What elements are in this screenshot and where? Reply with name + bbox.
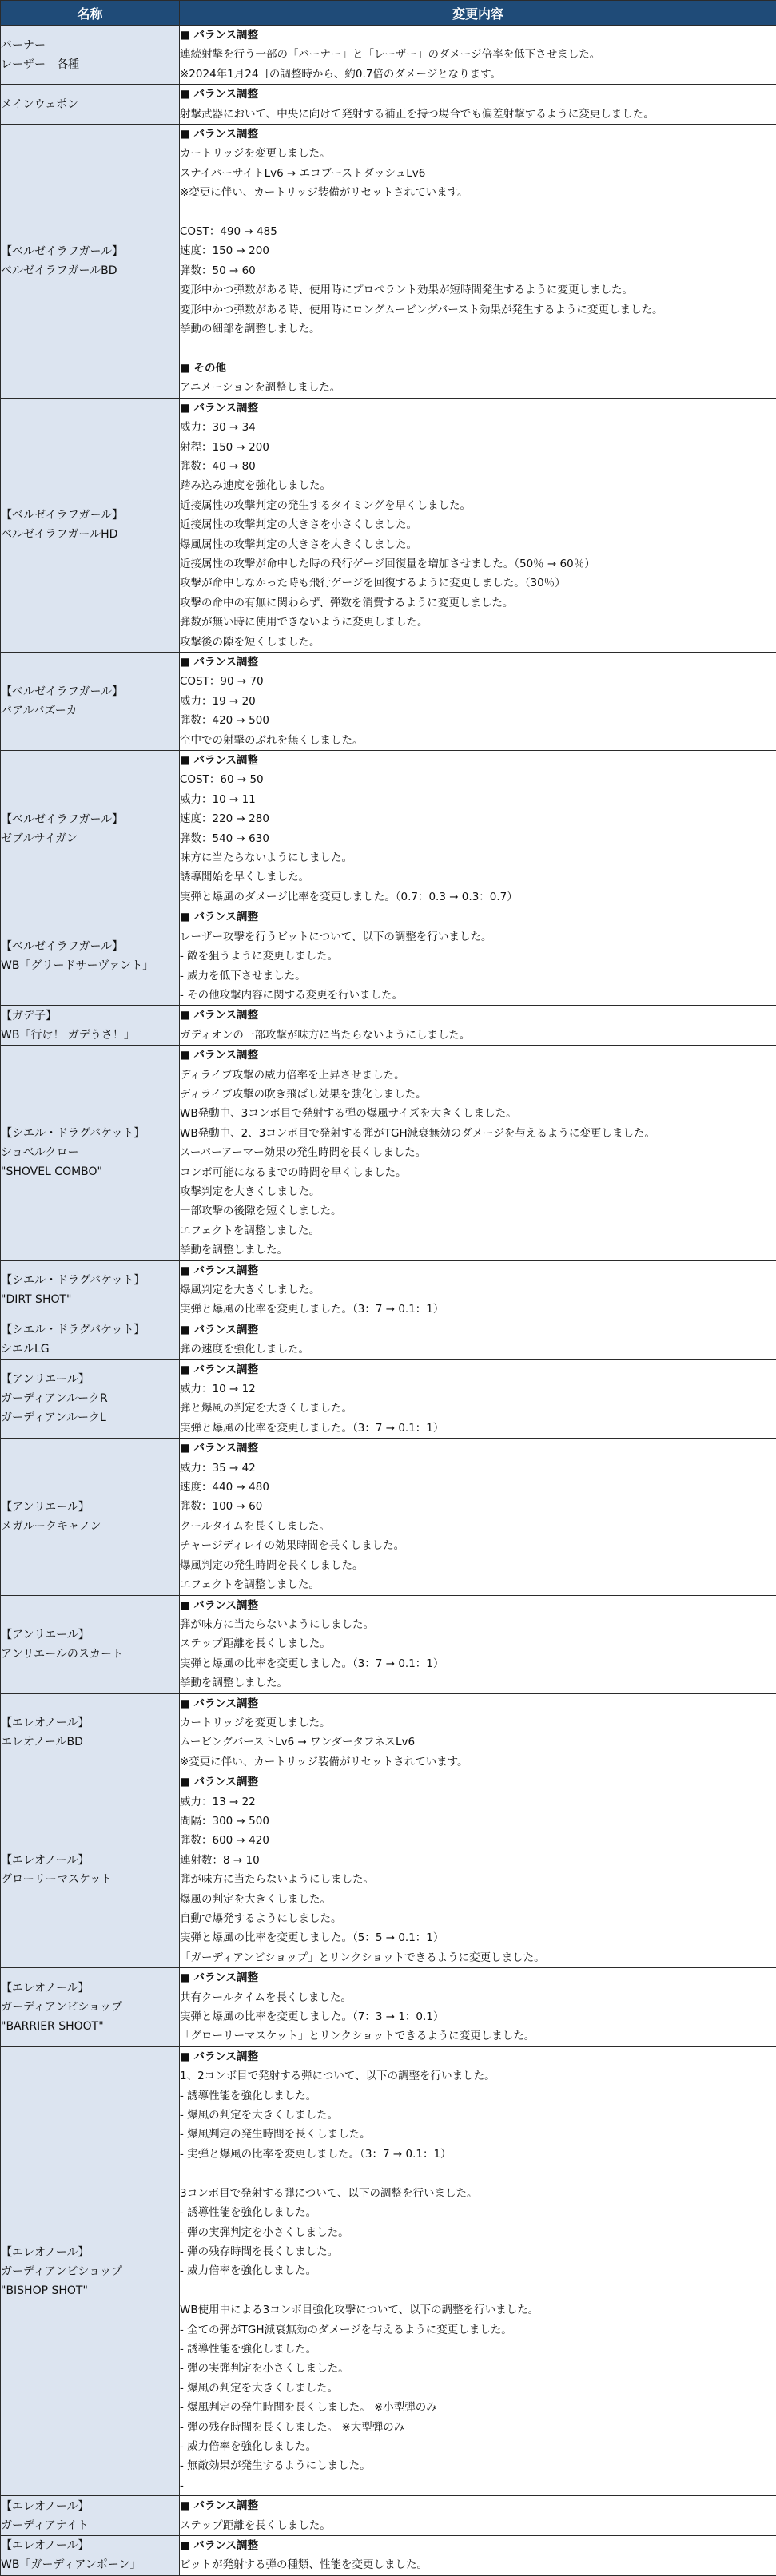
item-name-cell xyxy=(1,398,180,652)
item-name-line: 【ベルゼイラフガール】 xyxy=(1,937,179,956)
section-heading: ■ バランス調整 xyxy=(180,1439,776,1458)
change-line: - 実弾と爆風の比率を変更しました。（3：7 → 0.1：1） xyxy=(180,2145,776,2164)
change-line: COST：60 → 50 xyxy=(180,770,776,789)
item-name-cell xyxy=(1,1595,180,1693)
change-content-cell xyxy=(180,2496,776,2536)
change-content-cell xyxy=(180,907,776,1006)
change-line: - 誘導性能を強化しました。 xyxy=(180,2340,776,2359)
table-row xyxy=(1,2536,776,2576)
change-line: 実弾と爆風の比率を変更しました。（3：7 → 0.1：1） xyxy=(180,1300,776,1319)
change-content-cell xyxy=(180,26,776,85)
change-line: 攻撃判定を大きくしました。 xyxy=(180,1182,776,1201)
table-row xyxy=(1,1772,776,1968)
change-line: 弾が味方に当たらないようにしました。 xyxy=(180,1870,776,1889)
change-line: 挙動を調整しました。 xyxy=(180,1240,776,1260)
change-line xyxy=(180,339,776,359)
change-line: 1、2コンボ目で発射する弾について、以下の調整を行いました。 xyxy=(180,2066,776,2086)
change-line: - 無敵効果が発生するようにしました。 xyxy=(180,2456,776,2475)
change-line: カートリッジを変更しました。 xyxy=(180,144,776,163)
item-name-line: 【ベルゼイラフガール】 xyxy=(1,682,179,701)
change-line: - 弾の残存時間を長くしました。 xyxy=(180,2242,776,2261)
change-content-cell xyxy=(180,1693,776,1772)
section-heading: ■ バランス調整 xyxy=(180,1360,776,1379)
change-line: 実弾と爆風の比率を変更しました。（7：3 → 1：0.1） xyxy=(180,2007,776,2026)
change-line: ステップ距離を長くしました。 xyxy=(180,1634,776,1653)
change-line: 威力：35 → 42 xyxy=(180,1459,776,1478)
change-content-cell xyxy=(180,1359,776,1439)
table-row xyxy=(1,1968,776,2047)
change-content-cell xyxy=(180,1320,776,1359)
change-line: 威力：30 → 34 xyxy=(180,418,776,437)
change-line: 一部攻撃の後隙を短くしました。 xyxy=(180,1201,776,1221)
change-line: 攻撃が命中しなかった時も飛行ゲージを回復するように変更しました。（30％） xyxy=(180,574,776,593)
change-line: 弾数：40 → 80 xyxy=(180,457,776,476)
change-line: 実弾と爆風のダメージ比率を変更しました。（0.7：0.3 → 0.3：0.7） xyxy=(180,887,776,907)
item-name-cell xyxy=(1,26,180,85)
change-line xyxy=(180,2281,776,2300)
item-name-cell xyxy=(1,85,180,125)
change-content-cell xyxy=(180,125,776,399)
change-line: 攻撃の命中の有無に関わらず、弾数を消費するように変更しました。 xyxy=(180,593,776,613)
item-name-line: グローリーマスケット xyxy=(1,1870,179,1889)
change-line: - 爆風判定の発生時間を長くしました。 ※小型弾のみ xyxy=(180,2398,776,2417)
item-name-line: 【ベルゼイラフガール】 xyxy=(1,506,179,525)
change-content-cell xyxy=(180,1772,776,1968)
item-name-line: 【シエル・ドラグバケット】 xyxy=(1,1320,179,1340)
change-line: 近接属性の攻撃判定の大きさを小さくしました。 xyxy=(180,515,776,534)
change-content-cell xyxy=(180,1968,776,2047)
section-heading: ■ バランス調整 xyxy=(180,399,776,418)
change-line: - 弾の実弾判定を小さくしました。 xyxy=(180,2223,776,2242)
table-row xyxy=(1,653,776,751)
item-name-line: ガーディアンルークR xyxy=(1,1389,179,1408)
change-line: ※変更に伴い、カートリッジ装備がリセットされています。 xyxy=(180,183,776,202)
section-heading: ■ バランス調整 xyxy=(180,907,776,927)
table-row xyxy=(1,1046,776,1260)
item-name-line: メガルークキャノン xyxy=(1,1517,179,1536)
change-line: 連続射撃を行う一部の「バーナー」と「レーザー」のダメージ倍率を低下させました。 xyxy=(180,45,776,64)
change-line: 誘導開始を早くしました。 xyxy=(180,867,776,887)
section-heading: ■ バランス調整 xyxy=(180,26,776,45)
change-line: 共有クールタイムを長くしました。 xyxy=(180,1988,776,2007)
change-line: スーパーアーマー効果の発生時間を長くしました。 xyxy=(180,1143,776,1162)
section-heading: ■ バランス調整 xyxy=(180,2496,776,2515)
table-row xyxy=(1,1320,776,1359)
change-line: 威力：10 → 11 xyxy=(180,790,776,809)
change-line: スナイパーサイトLv6 → エコブーストダッシュLv6 xyxy=(180,164,776,183)
section-heading: ■ バランス調整 xyxy=(180,653,776,672)
item-name-cell xyxy=(1,1320,180,1359)
section-heading: ■ バランス調整 xyxy=(180,2047,776,2066)
change-line: ※変更に伴い、カートリッジ装備がリセットされています。 xyxy=(180,1752,776,1772)
section-heading: ■ バランス調整 xyxy=(180,1006,776,1025)
change-line: - 敵を狙うように変更しました。 xyxy=(180,947,776,966)
item-name-line: アンリエールのスカート xyxy=(1,1645,179,1664)
change-line: カートリッジを変更しました。 xyxy=(180,1713,776,1733)
change-content-cell xyxy=(180,85,776,125)
change-content-cell xyxy=(180,1260,776,1320)
item-name-line: 【アンリエール】 xyxy=(1,1370,179,1389)
change-line: 挙動の細部を調整しました。 xyxy=(180,320,776,339)
change-content-cell xyxy=(180,1006,776,1046)
item-name-line: "DIRT SHOT" xyxy=(1,1290,179,1309)
item-name-line: 【シエル・ドラグバケット】 xyxy=(1,1124,179,1143)
item-name-line: 【エレオノール】 xyxy=(1,1979,179,1998)
item-name-cell xyxy=(1,907,180,1006)
table-row xyxy=(1,1439,776,1595)
item-name-cell xyxy=(1,1260,180,1320)
change-line: 弾数：50 → 60 xyxy=(180,261,776,280)
change-line: 「ガーディアンビショップ」とリンクショットできるように変更しました。 xyxy=(180,1948,776,1967)
item-name-line: ガーディアンビショップ xyxy=(1,1998,179,2017)
item-name-line: ベルゼイラフガールHD xyxy=(1,525,179,544)
item-name-line: ガーディアンルークL xyxy=(1,1408,179,1427)
change-line: 近接属性の攻撃判定の発生するタイミングを早くしました。 xyxy=(180,496,776,515)
item-name-line: 【エレオノール】 xyxy=(1,2497,179,2516)
table-row xyxy=(1,125,776,399)
item-name-line: 【アンリエール】 xyxy=(1,1498,179,1517)
item-name-line: シエルLG xyxy=(1,1340,179,1359)
item-name-cell xyxy=(1,125,180,399)
change-line: 弾数：420 → 500 xyxy=(180,711,776,730)
change-content-cell xyxy=(180,2536,776,2576)
item-name-line: ガーディアナイト xyxy=(1,2516,179,2535)
section-heading: ■ バランス調整 xyxy=(180,1261,776,1280)
change-line: レーザー攻撃を行うビットについて、以下の調整を行いました。 xyxy=(180,927,776,947)
item-name-cell xyxy=(1,1439,180,1595)
item-name-cell xyxy=(1,1046,180,1260)
change-line: 弾が味方に当たらないようにしました。 xyxy=(180,1615,776,1634)
section-heading: ■ バランス調整 xyxy=(180,751,776,770)
change-content-cell xyxy=(180,1046,776,1260)
item-name-line: 【ベルゼイラフガール】 xyxy=(1,810,179,829)
change-line: 爆風属性の攻撃判定の大きさを大きくしました。 xyxy=(180,535,776,554)
table-row xyxy=(1,398,776,652)
change-line: 弾と爆風の判定を大きくしました。 xyxy=(180,1399,776,1418)
section-heading: ■ バランス調整 xyxy=(180,85,776,104)
item-name-line: "BISHOP SHOT" xyxy=(1,2281,179,2300)
change-line: 弾数：100 → 60 xyxy=(180,1497,776,1516)
change-line: 弾数が無い時に使用できないように変更しました。 xyxy=(180,613,776,632)
change-line: 変形中かつ弾数がある時、使用時にプロペラント効果が短時間発生するように変更しました。 xyxy=(180,280,776,300)
change-line: - 弾の残存時間を長くしました。 ※大型弾のみ xyxy=(180,2418,776,2437)
table-row xyxy=(1,85,776,125)
change-line: 威力：19 → 20 xyxy=(180,692,776,711)
change-line: クールタイムを長くしました。 xyxy=(180,1517,776,1536)
table-row xyxy=(1,1006,776,1046)
item-name-line: WB「グリードサーヴァント」 xyxy=(1,956,179,975)
change-line: - 爆風の判定を大きくしました。 xyxy=(180,2379,776,2398)
section-heading: ■ バランス調整 xyxy=(180,125,776,144)
table-row xyxy=(1,1693,776,1772)
section-heading: ■ バランス調整 xyxy=(180,1694,776,1713)
change-line: 実弾と爆風の比率を変更しました。（3：7 → 0.1：1） xyxy=(180,1419,776,1438)
change-line: ディライブ攻撃の吹き飛ばし効果を強化しました。 xyxy=(180,1085,776,1104)
section-heading: ■ バランス調整 xyxy=(180,1320,776,1340)
section-heading: ■ バランス調整 xyxy=(180,1772,776,1792)
item-name-line: ゼブルサイガン xyxy=(1,829,179,848)
change-line: - 爆風の判定を大きくしました。 xyxy=(180,2106,776,2125)
change-content-cell xyxy=(180,398,776,652)
item-name-line: ガーディアンビショップ xyxy=(1,2262,179,2281)
change-line: 速度：220 → 280 xyxy=(180,809,776,828)
item-name-line: メインウェポン xyxy=(1,95,179,114)
change-line: - xyxy=(180,2476,776,2495)
item-name-line: 【シエル・ドラグバケット】 xyxy=(1,1271,179,1290)
table-row xyxy=(1,751,776,907)
change-line: COST：90 → 70 xyxy=(180,672,776,691)
item-name-line: バアルバズーカ xyxy=(1,701,179,720)
change-line: - 誘導性能を強化しました。 xyxy=(180,2203,776,2222)
change-line: 「グローリーマスケット」とリンクショットできるように変更しました。 xyxy=(180,2026,776,2046)
table-row xyxy=(1,26,776,85)
item-name-line: エレオノールBD xyxy=(1,1733,179,1752)
item-name-line: 【ガデ子】 xyxy=(1,1006,179,1026)
item-name-cell xyxy=(1,1006,180,1046)
change-line: 攻撃後の隙を短くしました。 xyxy=(180,633,776,652)
change-line: 弾数：540 → 630 xyxy=(180,829,776,848)
change-line: ※2024年1月24日の調整時から、約0.7倍のダメージとなります。 xyxy=(180,65,776,84)
change-line: ディライブ攻撃の威力倍率を上昇させました。 xyxy=(180,1066,776,1085)
change-line: COST：490 → 485 xyxy=(180,222,776,241)
change-line: 3コンボ目で発射する弾について、以下の調整を行いました。 xyxy=(180,2184,776,2203)
item-name-line: WB「ガーディアンポーン」 xyxy=(1,2555,179,2574)
item-name-line: 【エレオノール】 xyxy=(1,2536,179,2555)
change-line: - 威力倍率を強化しました。 xyxy=(180,2261,776,2280)
change-line: ステップ距離を長くしました。 xyxy=(180,2516,776,2535)
change-line xyxy=(180,2164,776,2183)
change-line: WB発動中、2、3コンボ目で発射する弾がTGH減衰無効のダメージを与えるように変更しました。 xyxy=(180,1124,776,1143)
section-heading: ■ バランス調整 xyxy=(180,1968,776,1987)
item-name-cell xyxy=(1,1693,180,1772)
item-name-cell xyxy=(1,751,180,907)
change-line: 近接属性の攻撃が命中した時の飛行ゲージ回復量を増加させました。（50％ → 60％） xyxy=(180,554,776,574)
item-name-line: バーナー xyxy=(1,36,179,55)
change-line: 実弾と爆風の比率を変更しました。（3：7 → 0.1：1） xyxy=(180,1654,776,1673)
change-line: アニメーションを調整しました。 xyxy=(180,378,776,397)
header-row xyxy=(1,1,776,26)
change-line: - 誘導性能を強化しました。 xyxy=(180,2086,776,2106)
item-name-cell xyxy=(1,1359,180,1439)
change-line: - 威力を低下させました。 xyxy=(180,966,776,986)
header-changes: 変更内容 xyxy=(180,1,776,26)
section-heading: ■ バランス調整 xyxy=(180,1046,776,1065)
change-line: 連射数：8 → 10 xyxy=(180,1851,776,1870)
item-name-line: 【ベルゼイラフガール】 xyxy=(1,242,179,261)
change-line: 踏み込み速度を強化しました。 xyxy=(180,476,776,495)
item-name-cell xyxy=(1,1772,180,1968)
item-name-cell xyxy=(1,2046,180,2495)
change-line: ガディオンの一部攻撃が味方に当たらないようにしました。 xyxy=(180,1026,776,1045)
change-line: WB発動中、3コンボ目で発射する弾の爆風サイズを大きくしました。 xyxy=(180,1104,776,1123)
change-line: 弾の速度を強化しました。 xyxy=(180,1340,776,1359)
change-line xyxy=(180,203,776,222)
table-row xyxy=(1,1359,776,1439)
change-line: 速度：150 → 200 xyxy=(180,241,776,260)
change-line: 爆風判定を大きくしました。 xyxy=(180,1280,776,1300)
change-content-cell xyxy=(180,653,776,751)
section-heading: ■ バランス調整 xyxy=(180,1596,776,1615)
change-line: チャージディレイの効果時間を長くしました。 xyxy=(180,1536,776,1555)
table-row xyxy=(1,2046,776,2495)
change-line: ムービングバーストLv6 → ワンダータフネスLv6 xyxy=(180,1733,776,1752)
change-content-cell xyxy=(180,1595,776,1693)
change-line: 味方に当たらないようにしました。 xyxy=(180,848,776,867)
change-line: 威力：10 → 12 xyxy=(180,1379,776,1399)
item-name-line: WB「行け！ ガデうさ！」 xyxy=(1,1026,179,1045)
change-content-cell xyxy=(180,751,776,907)
item-name-line: ベルゼイラフガールBD xyxy=(1,261,179,280)
item-name-line: レーザー 各種 xyxy=(1,55,179,74)
change-line: - 威力倍率を強化しました。 xyxy=(180,2437,776,2456)
change-line: 爆風判定の発生時間を長くしました。 xyxy=(180,1556,776,1575)
change-line: 挙動を調整しました。 xyxy=(180,1673,776,1693)
change-line: 射撃武器において、中央に向けて発射する補正を持つ場合でも偏差射撃するように変更しました。 xyxy=(180,105,776,124)
table-row xyxy=(1,1595,776,1693)
change-line: 速度：440 → 480 xyxy=(180,1478,776,1497)
change-line: - その他攻撃内容に関する変更を行いました。 xyxy=(180,986,776,1005)
change-line: WB使用中による3コンボ目強化攻撃について、以下の調整を行いました。 xyxy=(180,2300,776,2320)
change-line: 自動で爆発するようにしました。 xyxy=(180,1909,776,1928)
change-content-cell xyxy=(180,2046,776,2495)
change-line: 空中での射撃のぶれを無くしました。 xyxy=(180,731,776,750)
change-line: 威力：13 → 22 xyxy=(180,1792,776,1812)
change-line: 射程：150 → 200 xyxy=(180,438,776,457)
change-line: 実弾と爆風の比率を変更しました。（5：5 → 0.1：1） xyxy=(180,1928,776,1947)
table-row xyxy=(1,907,776,1006)
header-name: 名称 xyxy=(1,1,180,26)
change-line: 爆風の判定を大きくしました。 xyxy=(180,1890,776,1909)
change-line: エフェクトを調整しました。 xyxy=(180,1221,776,1240)
item-name-line: 【エレオノール】 xyxy=(1,1851,179,1870)
item-name-cell xyxy=(1,653,180,751)
change-line: エフェクトを調整しました。 xyxy=(180,1575,776,1594)
table-row xyxy=(1,1260,776,1320)
change-line: 変形中かつ弾数がある時、使用時にロングムービングバースト効果が発生するように変更しました。 xyxy=(180,300,776,320)
change-line: 間隔：300 → 500 xyxy=(180,1812,776,1831)
table-row xyxy=(1,2496,776,2536)
change-line: コンボ可能になるまでの時間を早くしました。 xyxy=(180,1163,776,1182)
item-name-line: 【エレオノール】 xyxy=(1,1713,179,1733)
item-name-line: 【エレオノール】 xyxy=(1,2243,179,2262)
item-name-cell xyxy=(1,1968,180,2047)
change-line: - 全ての弾がTGH減衰無効のダメージを与えるように変更しました。 xyxy=(180,2320,776,2340)
section-heading: ■ その他 xyxy=(180,359,776,378)
change-line: 弾数：600 → 420 xyxy=(180,1831,776,1850)
change-content-cell xyxy=(180,1439,776,1595)
item-name-line: 【アンリエール】 xyxy=(1,1625,179,1645)
change-line: - 爆風判定の発生時間を長くしました。 xyxy=(180,2125,776,2144)
item-name-line: "BARRIER SHOOT" xyxy=(1,2017,179,2036)
change-line: ビットが発射する弾の種類、性能を変更しました。 xyxy=(180,2555,776,2574)
item-name-line: ショベルクロー xyxy=(1,1143,179,1162)
item-name-cell xyxy=(1,2536,180,2576)
item-name-cell xyxy=(1,2496,180,2536)
item-name-line: "SHOVEL COMBO" xyxy=(1,1162,179,1181)
section-heading: ■ バランス調整 xyxy=(180,2536,776,2555)
change-line: - 弾の実弾判定を小さくしました。 xyxy=(180,2359,776,2378)
